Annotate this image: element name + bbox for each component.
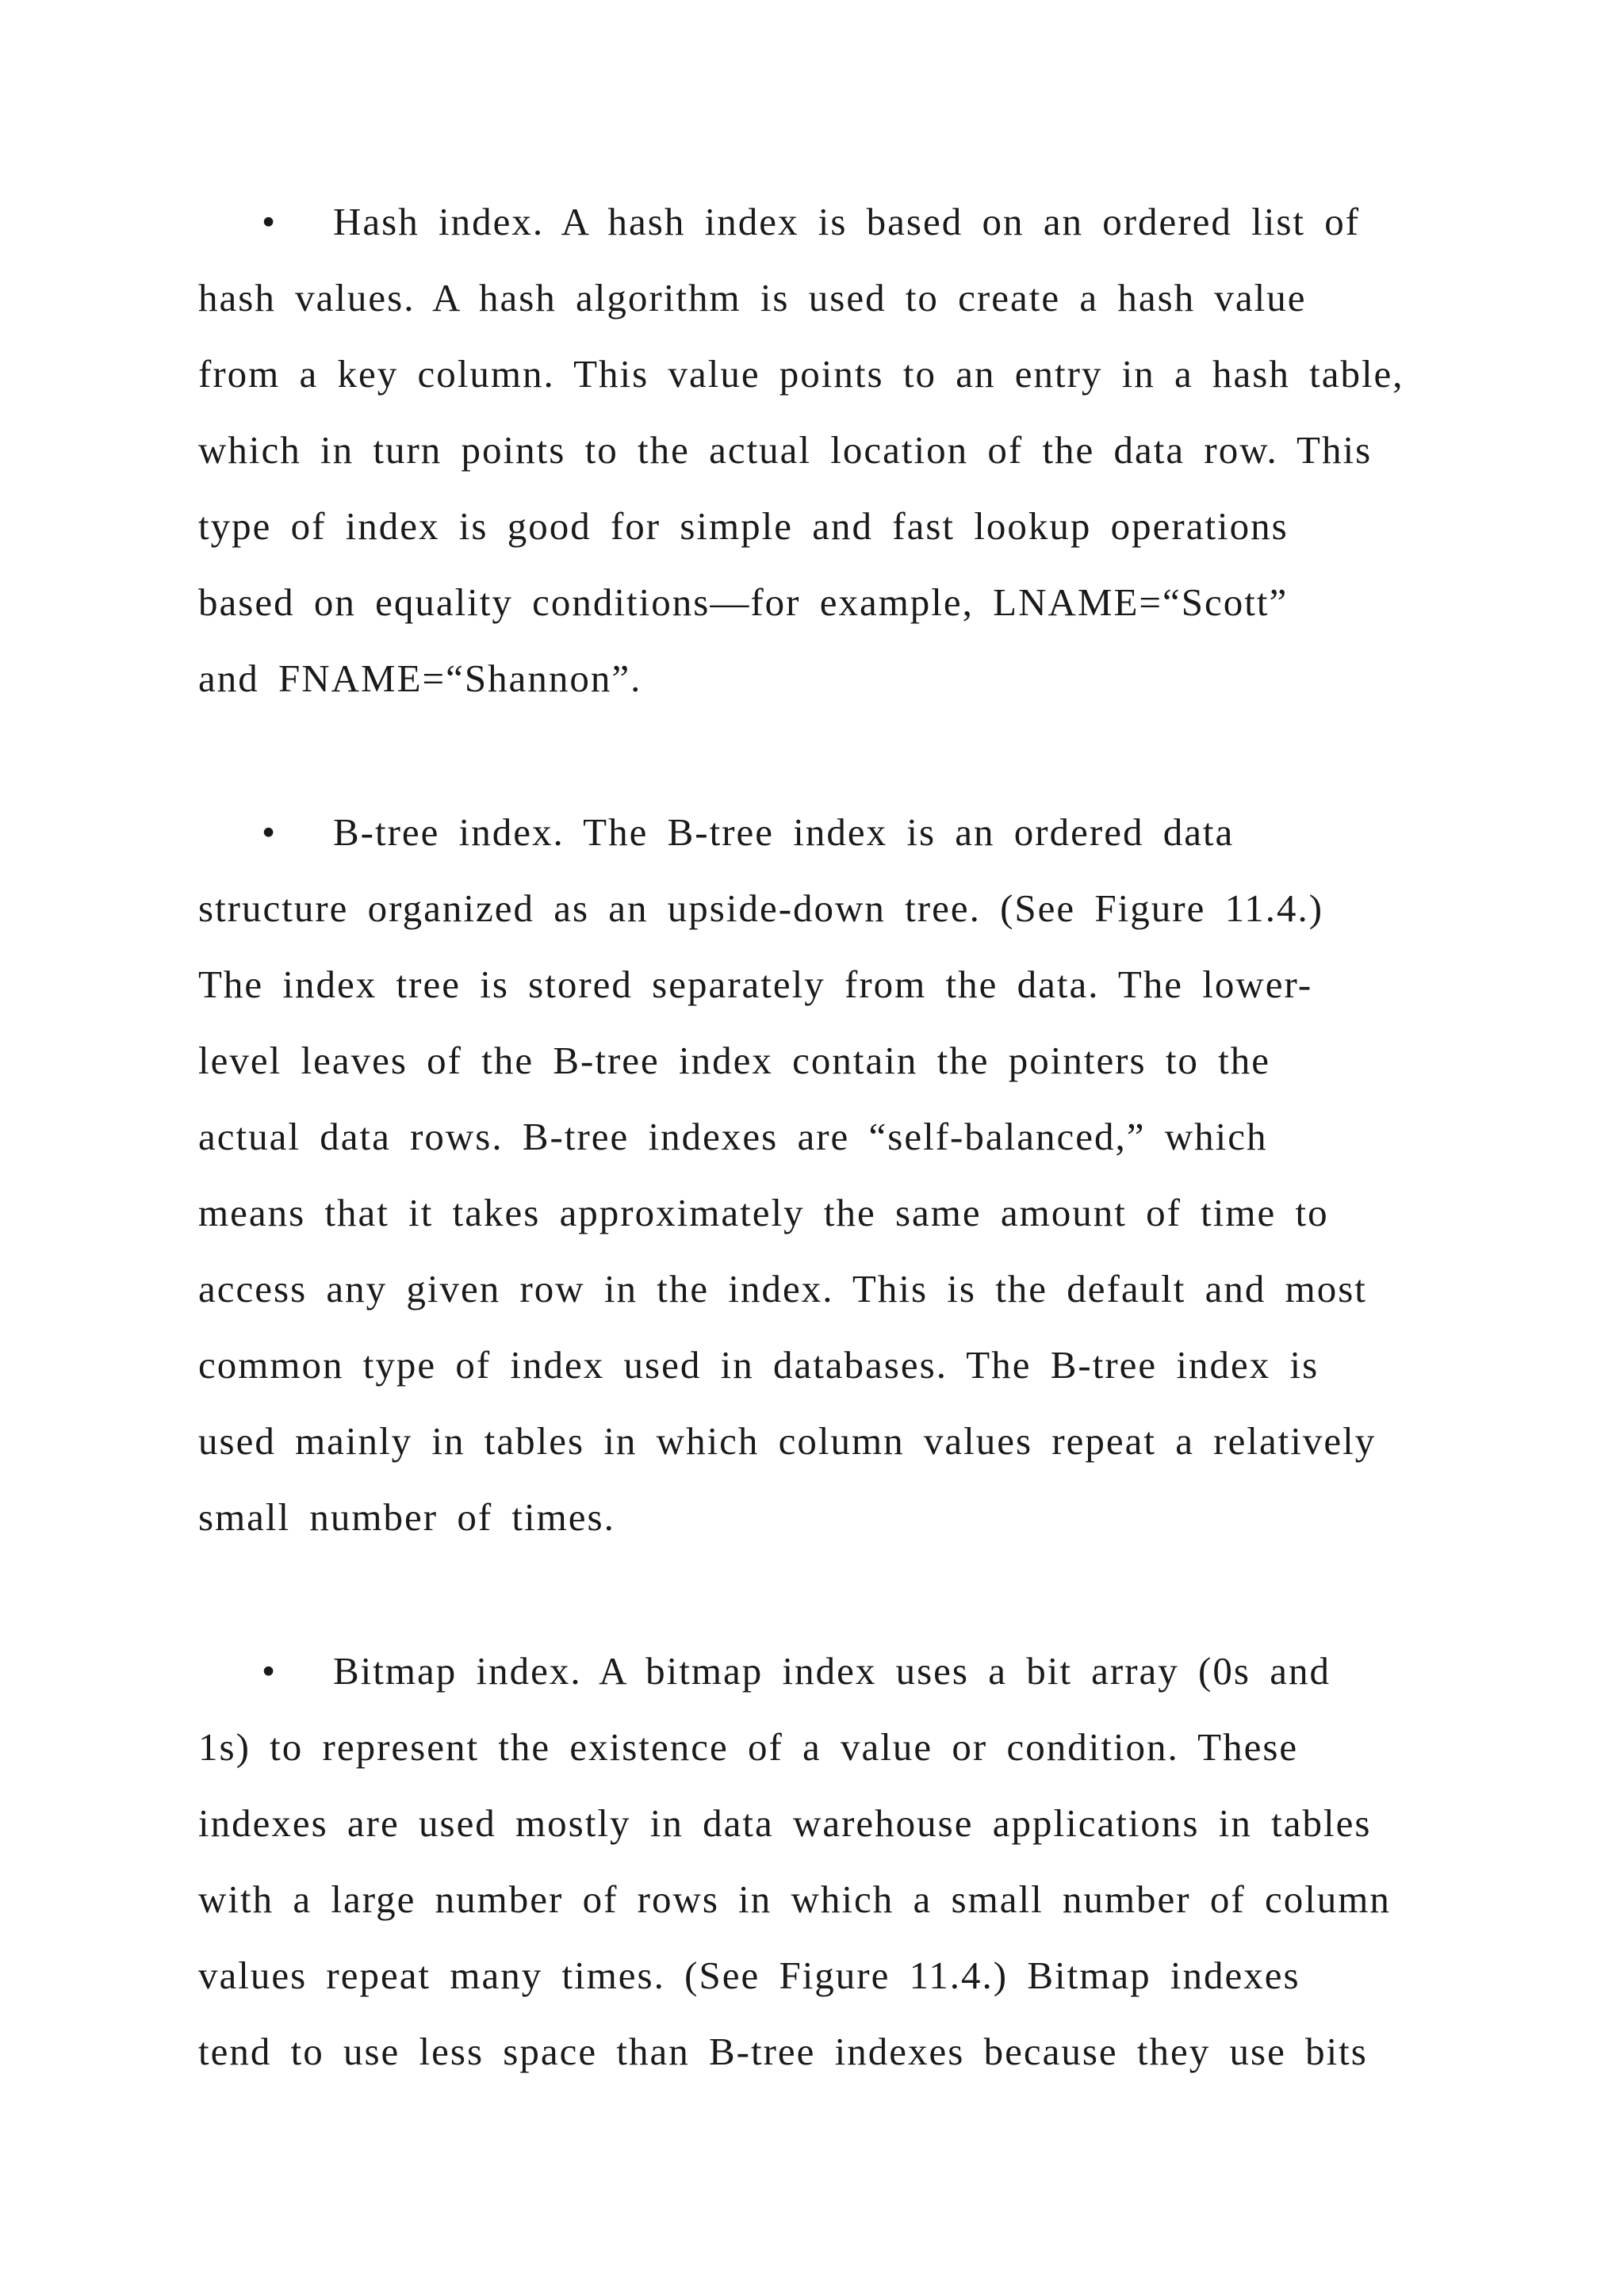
paragraph-line: from a key column. This value points to an entry in a hash table, [198,352,1404,396]
paragraph-line: 1s) to represent the existence of a value or condition. These [198,1725,1299,1769]
paragraph-line: structure organized as an upside-down tree. (See Figure 11.4.) [198,886,1324,930]
paragraph-line: with a large number of rows in which a small number of column [198,1877,1391,1921]
paragraph-line: type of index is good for simple and fast lookup operations [198,504,1289,548]
paragraph-line: values repeat many times. (See Figure 11.4.) Bitmap indexes [198,1954,1300,1997]
paragraph-line: Bitmap index. A bitmap index uses a bit array (0s and [333,1649,1331,1693]
paragraph-line: small number of times. [198,1495,615,1539]
paragraph-line: and FNAME=“Shannon”. [198,656,642,700]
paragraph-line: The index tree is stored separately from the data. The lower- [198,962,1313,1006]
paragraph-line: common type of index used in databases. The B-tree index is [198,1343,1320,1387]
paragraph-line: Hash index. A hash index is based on an ordered list of [333,200,1361,243]
bullet-icon: • [262,1649,276,1693]
paragraph-line: level leaves of the B-tree index contain the pointers to the [198,1039,1271,1082]
paragraph-line: used mainly in tables in which column values repeat a relatively [198,1419,1377,1463]
paragraph-line: based on equality conditions—for example, LNAME=“Scott” [198,580,1289,624]
paragraph-line: hash values. A hash algorithm is used to create a hash value [198,276,1307,320]
paragraph-line: B-tree index. The B-tree index is an ordered data [333,810,1235,854]
paragraph-line: means that it takes approximately the same amount of time to [198,1191,1329,1234]
bullet-icon: • [262,200,276,243]
paragraph-line: indexes are used mostly in data warehouse applications in tables [198,1801,1372,1845]
paragraph-line: tend to use less space than B-tree indexes because they use bits [198,2030,1368,2073]
bullet-icon: • [262,810,276,854]
paragraph-line: which in turn points to the actual location of the data row. This [198,428,1373,472]
paragraph-line: access any given row in the index. This is the default and most [198,1267,1367,1311]
paragraph-line: actual data rows. B-tree indexes are “self-balanced,” which [198,1115,1268,1158]
